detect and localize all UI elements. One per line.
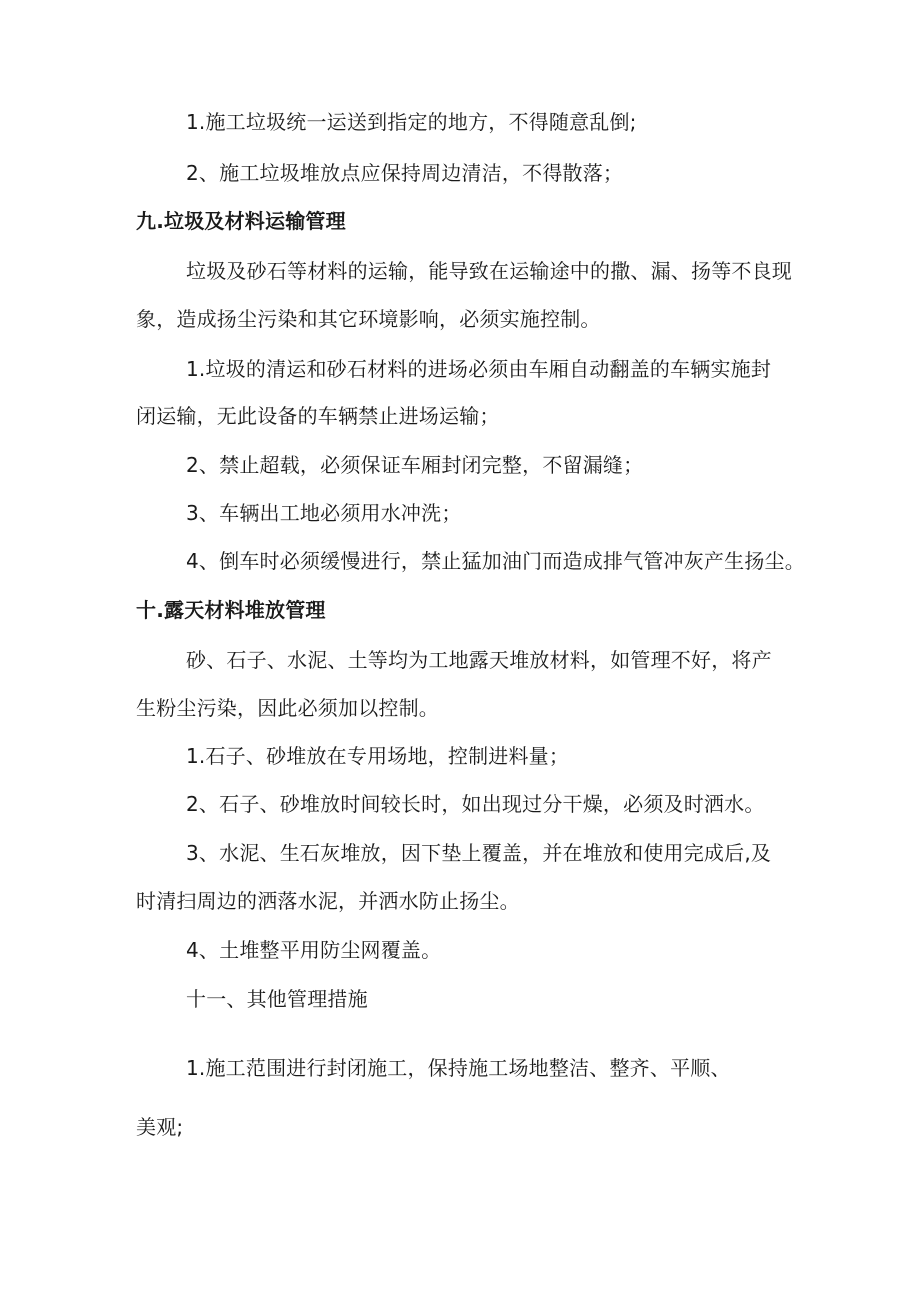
list-item: 3、车辆出工地必须用水冲洗； — [186, 501, 462, 525]
section-heading-11: 十一、其他管理措施 — [186, 987, 368, 1011]
list-item-continuation: 美观; — [136, 1115, 184, 1139]
section-heading-10: 十.露天材料堆放管理 — [136, 598, 326, 622]
list-item: 1.垃圾的清运和砂石材料的进场必须由车厢自动翻盖的车辆实施封 — [186, 357, 772, 381]
paragraph-line: 垃圾及砂石等材料的运输，能导致在运输途中的撒、漏、扬等不良现 — [186, 259, 792, 283]
list-item: 4、倒车时必须缓慢进行，禁止猛加油门而造成排气管冲灰产生扬尘。 — [186, 549, 805, 573]
list-item: 1.石子、砂堆放在专用场地，控制进料量； — [186, 744, 570, 768]
list-item: 1.施工范围进行封闭施工，保持施工场地整洁、整齐、平顺、 — [186, 1056, 731, 1080]
list-item: 4、土堆整平用防尘网覆盖。 — [186, 938, 442, 962]
list-item: 2、施工垃圾堆放点应保持周边清洁，不得散落； — [186, 161, 624, 185]
list-item-continuation: 时清扫周边的洒落水泥，并洒水防止扬尘。 — [136, 889, 520, 913]
list-item: 2、禁止超载，必须保证车厢封闭完整，不留漏缝； — [186, 453, 644, 477]
paragraph-line: 生粉尘污染，因此必须加以控制。 — [136, 696, 439, 720]
section-heading-9: 九.垃圾及材料运输管理 — [136, 209, 346, 233]
paragraph-line: 象，造成扬尘污染和其它环境影响，必须实施控制。 — [136, 307, 601, 331]
list-item: 2、石子、砂堆放时间较长时，如出现过分干燥，必须及时洒水。 — [186, 792, 765, 816]
paragraph-line: 砂、石子、水泥、土等均为工地露天堆放材料，如管理不好，将产 — [186, 648, 772, 672]
list-item-continuation: 闭运输，无此设备的车辆禁止进场运输； — [136, 404, 500, 428]
list-item: 1.施工垃圾统一运送到指定的地方，不得随意乱倒; — [186, 110, 637, 134]
list-item: 3、水泥、生石灰堆放，因下垫上覆盖，并在堆放和使用完成后,及 — [186, 841, 772, 865]
